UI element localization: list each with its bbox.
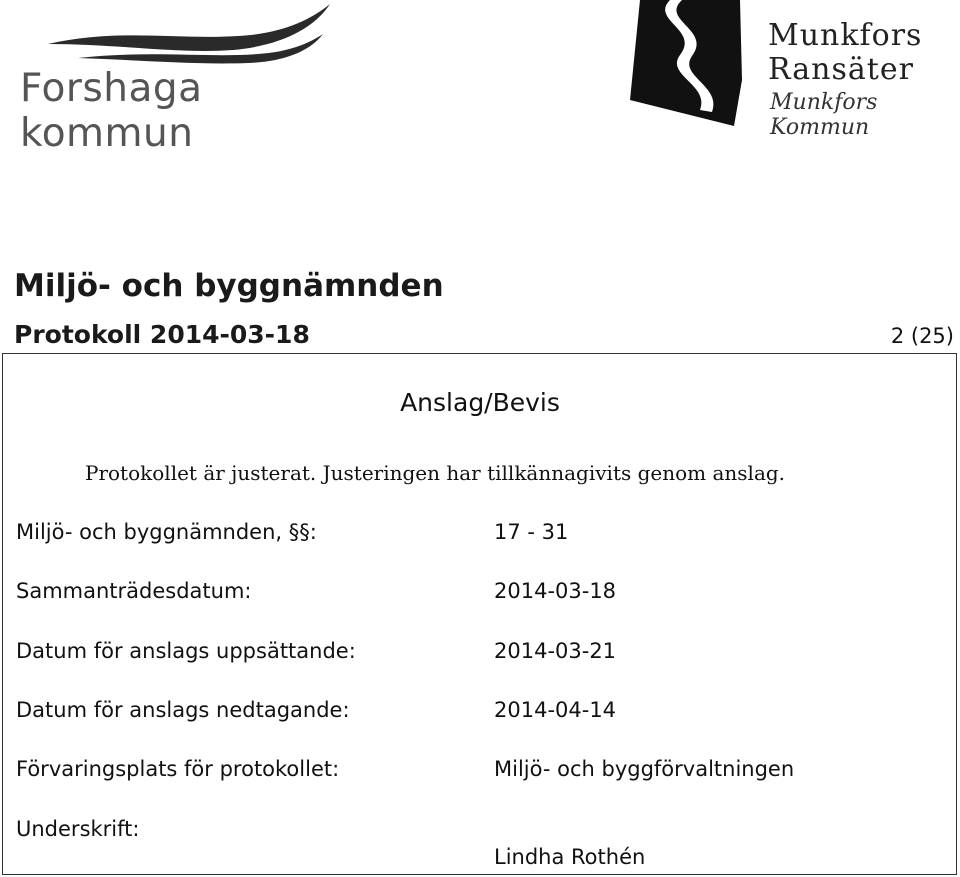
page-number: 2 (25) [890, 324, 954, 348]
row-value-signature: Lindha Rothén [494, 845, 646, 869]
row-label-meeting-date: Sammanträdesdatum: [16, 579, 252, 603]
row-value-storage: Miljö- och byggförvaltningen [494, 757, 795, 781]
row-label-signature: Underskrift: [16, 817, 140, 841]
row-value-posted-date: 2014-03-21 [494, 639, 617, 663]
protocol-title: Protokoll 2014-03-18 [14, 320, 310, 349]
munkfors-logo-line3: Munkfors Kommun [770, 90, 878, 140]
munkfors-logo-line2: Ransäter [768, 52, 914, 87]
notice-intro: Protokollet är justerat. Justeringen har tillkännagivits genom anslag. [85, 461, 786, 485]
forshaga-logo [8, 0, 348, 156]
munkfors-logo-line1: Munkfors [768, 18, 923, 53]
munkfors-logo [630, 0, 960, 140]
row-label-paragraphs: Miljö- och byggnämnden, §§: [16, 520, 317, 544]
row-value-meeting-date: 2014-03-18 [494, 579, 617, 603]
notice-title: Anslag/Bevis [400, 388, 560, 417]
row-value-removed-date: 2014-04-14 [494, 698, 617, 722]
committee-title: Miljö- och byggnämnden [14, 268, 444, 304]
notice-box [2, 353, 957, 875]
row-label-posted-date: Datum för anslags uppsättande: [16, 639, 356, 663]
munkfors-river-icon [630, 0, 760, 130]
row-label-storage: Förvaringsplats för protokollet: [16, 757, 340, 781]
forshaga-swoosh-icon [8, 0, 348, 70]
row-value-paragraphs: 17 - 31 [494, 520, 569, 544]
row-label-removed-date: Datum för anslags nedtagande: [16, 698, 350, 722]
forshaga-logo-text: Forshaga kommun [20, 66, 203, 156]
